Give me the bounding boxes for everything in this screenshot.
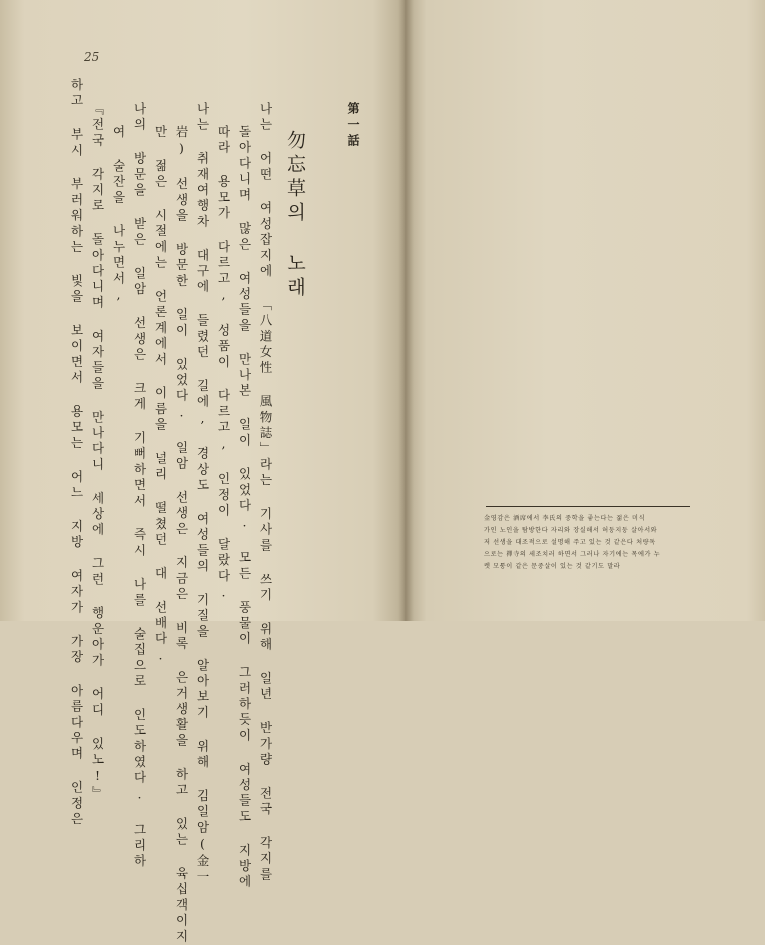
- body-line: 만 젊은 시절에는 언론계에서 이름을 널리 떨쳤던 대 선배다.: [153, 125, 168, 666]
- body-line: 나의 방문을 받은 일암 선생은 크게 기뻐하면서 즉시 나를 술집으로 인도하였다. 그리하: [132, 102, 147, 870]
- footnote-line: 저 선생을 대조적으로 설명해 주고 있는 것 같은다 처량독: [484, 539, 656, 546]
- footnote-rule: [486, 506, 690, 507]
- footnote-line: 으로는 禪寺의 세조치러 하면서 그러나 자기에는 목에가 누: [484, 551, 661, 558]
- body-line: 따라 용모가 다르고, 성품이 다르고, 인정이 달랐다.: [216, 125, 231, 603]
- footnote-line: 金영감은 酒席에서 李氏의 중학을 좋는다는 젊은 미식: [484, 515, 646, 522]
- body-line: 하고 부시 부러워하는 빛을 보이면서 용모는 어느 지방 여자가 가장 아름다우며 인정은: [69, 78, 84, 828]
- body-line: 여 술잔을 나누면서,: [111, 125, 126, 306]
- body-line: 『전국 각지로 돌아다니며 여자들을 만나다니 세상에 그런 행운아가 어디 있노!』: [90, 102, 105, 803]
- body-line: 나는 취재여행차 대구에 들렸던 길에, 경상도 여성들의 기질을 알아보기 위해 김일암(金一: [195, 102, 210, 886]
- page-number: 25: [84, 50, 100, 64]
- body-line: 돌아다니며 많은 여성들을 만나본 일이 있었다. 모든 풍물이 그러하듯이 여성들도 지방에: [237, 125, 252, 891]
- chapter-label: 第一話: [346, 102, 360, 150]
- book-gutter: [398, 0, 414, 621]
- footnote-line: 렛 모퉁이 같은 문중살이 있는 것 같기도 말라: [484, 563, 621, 570]
- chapter-title: 勿忘草의 노래: [284, 130, 306, 301]
- footnote-line: 가인 노인을 탐방한다 자리와 장실해서 허둥지둥 살아서와: [484, 527, 658, 534]
- body-line: 岩) 선생을 방문한 일이 있었다. 일암 선생은 지금은 비록 은거생활을 하고 있는 육십객이지: [174, 125, 189, 945]
- body-line: 나는 어떤 여성잡지에 「八道女性 風物誌」라는 기사를 쓰기 위해 일년 반가량 전국 각지를: [258, 102, 273, 884]
